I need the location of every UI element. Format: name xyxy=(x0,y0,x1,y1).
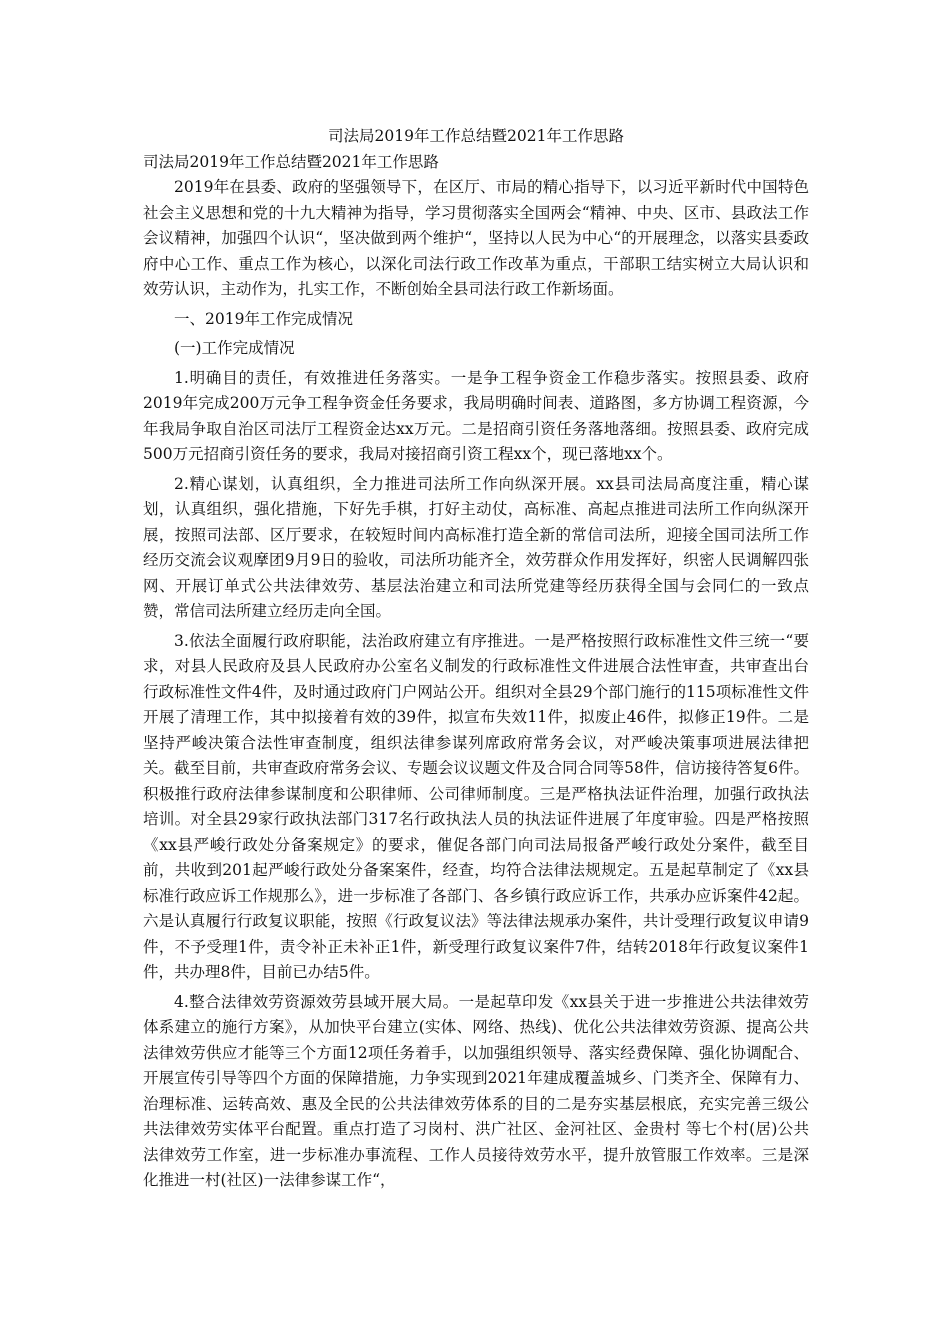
document-page xyxy=(143,124,809,1198)
intro-paragraph: 2019年在县委、政府的坚强领导下，在区厅、市局的精心指导下，以习近平新时代中国特色社会主义思想和党的十九大精神为指导，学习贯彻落实全国两会“精神、中央、区市、县政法工作会议精神，加强四个认识“，坚决做到两个维护“，坚持以人民为中心“的开展理念，以落实县委政府中心工作、重点工作为核心，以深化司法行政工作改革为重点，干部职工结实树立大局认识和效劳认识，主动作为，扎实工作，不断创始全县司法行政工作新场面。 xyxy=(143,178,809,298)
paragraph-2: 2.精心谋划，认真组织，全力推进司法所工作向纵深开展。xx县司法局高度注重，精心谋划，认真组织，强化措施，下好先手棋，打好主动仗，高标准、高起点推进司法所工作向纵深开展，按照司法部、区厅要求，在较短时间内高标准打造全新的常信司法所，迎接全国司法所工作经历交流会议观摩团9月9日的验收，司法所功能齐全，效劳群众作用发挥好，织密人民调解四张网、开展订单式公共法律效劳、基层法治建立和司法所党建等经历获得全国与会同仁的一致点赞，常信司法所建立经历走向全国。 xyxy=(143,474,809,620)
paragraph-4: 4.整合法律效劳资源效劳县域开展大局。一是起草印发《xx县关于进一步推进公共法律效劳体系建立的施行方案》，从加快平台建立(实体、网络、热线)、优化公共法律效劳资源、提高公共法律效劳供应才能等三个方面12项任务着手，以加强组织领导、落实经费保障、强化协调配合、开展宣传引导等四个方面的保障措施，力争实现到2021年建成覆盖城乡、门类齐全、保障有力、治理标准、运转高效、惠及全民的公共法律效劳体系的目的二是夯实基层根底，充实完善三级公共法律效劳实体平台配置。重点打造了习岗村、洪广社区、金河社区、金贵村 等七个村(居)公共法律效劳工作室，进一步标准办事流程、工作人员接待效劳水平，提升放管服工作效率。三是深化推进一村(社区)一法律参谋工作“， xyxy=(143,992,809,1189)
document-title: 司法局2019年工作总结暨2021年工作思路 xyxy=(328,127,624,145)
section-heading: 一、2019年工作完成情况 xyxy=(174,309,353,328)
document-subtitle: 司法局2019年工作总结暨2021年工作思路 xyxy=(143,152,439,171)
paragraph-3: 3.依法全面履行政府职能，法治政府建立有序推进。一是严格按照行政标准性文件三统一“要求，对县人民政府及县人民政府办公室名义制发的行政标准性文件进展合法性审查，共审查出台行政标准性文件4件，及时通过政府门户网站公开。组织对全县29个部门施行的115项标准性文件开展了清理工作，其中拟接着有效的39件，拟宣布失效11件，拟废止46件，拟修正19件。二是坚持严峻决策合法性审查制度，组织法律参谋列席政府常务会议，对严峻决策事项进展法律把关。截至目前，共审查政府常务会议、专题会议议题文件及合同合同等58件，信访接待答复6件。积极推行政府法律参谋制度和公职律师、公司律师制度。三是严格执法证件治理，加强行政执法培训。对全县29家行政执法部门317名行政执法人员的执法证件进展了年度审验。四是严格按照《xx县严峻行政处分备案规定》的要求，催促各部门向司法局报备严峻行政处分案件，截至目前，共收到201起严峻行政处分备案案件，经查，均符合法律法规规定。五是起草制定了《xx县标准行政应诉工作规那么》，进一步标准了各部门、各乡镇行政应诉工作，共承办应诉案件42起。六是认真履行行政复议职能，按照《行政复议法》等法律法规承办案件，共计受理行政复议申请9件，不予受理1件，责令补正未补正1件，新受理行政复议案件7件，结转2018年行政复议案件1件，共办理8件，目前已办结5件。 xyxy=(143,631,809,981)
paragraph-1: 1.明确目的责任，有效推进任务落实。一是争工程争资金工作稳步落实。按照县委、政府2019年完成200万元争工程争资金任务要求，我局明确时间表、道路图，多方协调工程资源，今年我局争取自治区司法厅工程资金达xx万元。二是招商引资任务落地落细。按照县委、政府完成500万元招商引资任务的要求，我局对接招商引资工程xx个，现已落地xx个。 xyxy=(143,368,809,463)
subsection-heading: (一)工作完成情况 xyxy=(174,339,295,357)
